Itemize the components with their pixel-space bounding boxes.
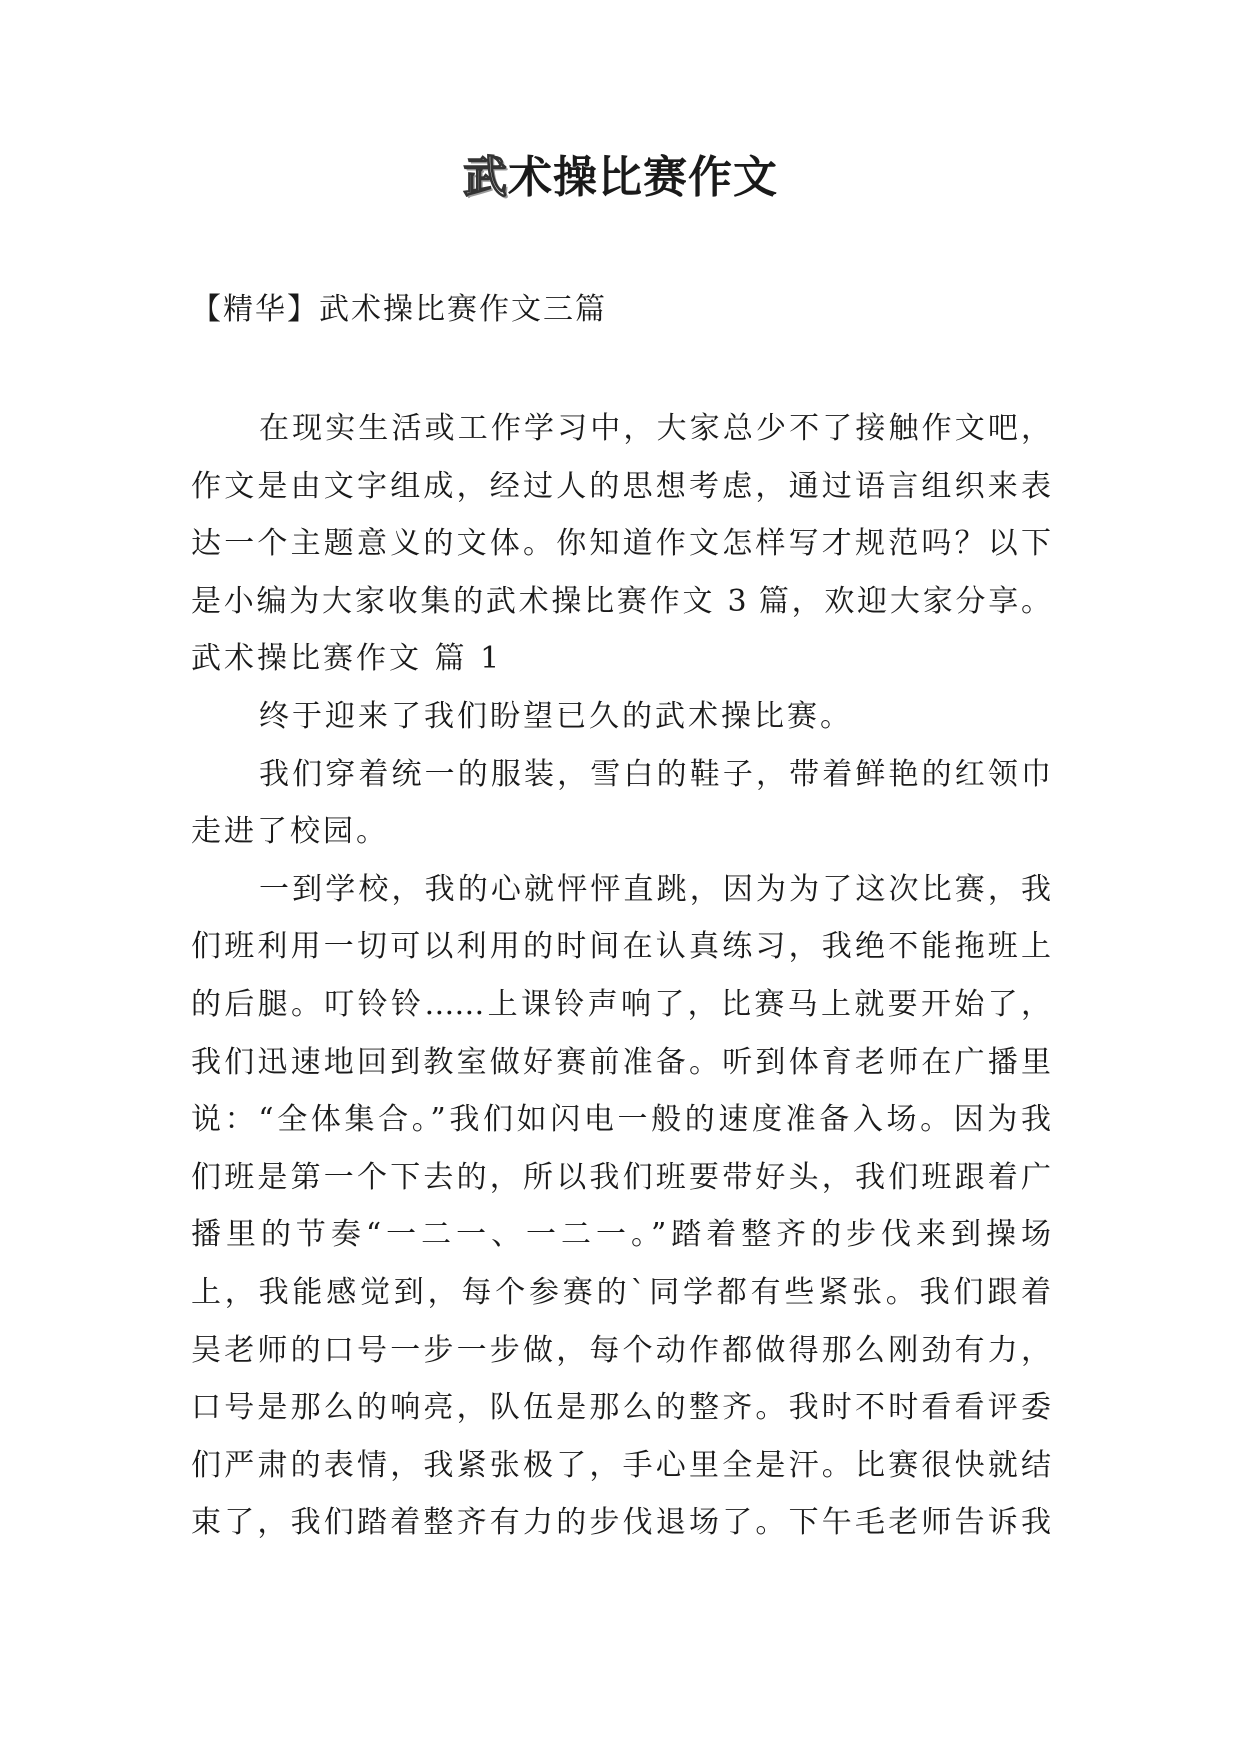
- paragraph-line: 说：“全体集合。”我们如闪电一般的速度准备入场。因为我: [191, 1102, 1051, 1138]
- paragraph-line: 走进了校园。: [191, 814, 389, 850]
- document-body: [191, 400, 1051, 1552]
- document-subtitle: 【精华】武术操比赛作文三篇: [191, 292, 607, 327]
- paragraph-line: 们严肃的表情，我紧张极了，手心里全是汗。比赛很快就结: [191, 1447, 1051, 1483]
- paragraph-line: 播里的节奏“一二一、一二一。”踏着整齐的步伐来到操场: [191, 1217, 1051, 1253]
- paragraph-line: 是小编为大家收集的武术操比赛作文 3 篇，欢迎大家分享。: [191, 583, 1051, 619]
- paragraph-line: 的后腿。叮铃铃……上课铃声响了，比赛马上就要开始了，: [191, 986, 1051, 1022]
- paragraph-line: 束了，我们踏着整齐有力的步伐退场了。下午毛老师告诉我: [191, 1505, 1051, 1541]
- section-heading: 武术操比赛作文 篇 1: [191, 641, 503, 677]
- paragraph-line: 口号是那么的响亮，队伍是那么的整齐。我时不时看看评委: [191, 1390, 1051, 1426]
- paragraph-line: 我们迅速地回到教室做好赛前准备。听到体育老师在广播里: [191, 1044, 1051, 1080]
- paragraph-line: 我们穿着统一的服装，雪白的鞋子，带着鲜艳的红领巾: [259, 756, 1051, 792]
- paragraph-line: 终于迎来了我们盼望已久的武术操比赛。: [259, 698, 853, 734]
- document-title: [0, 148, 1241, 208]
- paragraph-line: 们班利用一切可以利用的时间在认真练习，我绝不能拖班上: [191, 929, 1051, 965]
- title-first-char: 武: [463, 152, 508, 203]
- paragraph-line: 一到学校，我的心就怦怦直跳，因为为了这次比赛，我: [259, 871, 1051, 907]
- paragraph-line: 上，我能感觉到，每个参赛的`同学都有些紧张。我们跟着: [191, 1274, 1051, 1310]
- paragraph-line: 在现实生活或工作学习中，大家总少不了接触作文吧，: [259, 411, 1051, 446]
- paragraph-line: 吴老师的口号一步一步做，每个动作都做得那么刚劲有力，: [191, 1332, 1051, 1368]
- paragraph-line: 达一个主题意义的文体。你知道作文怎样写才规范吗？以下: [191, 526, 1051, 562]
- paragraph-line: 作文是由文字组成，经过人的思想考虑，通过语言组织来表: [191, 468, 1051, 504]
- title-rest: 术操比赛作文: [508, 152, 778, 203]
- paragraph-line: 们班是第一个下去的，所以我们班要带好头，我们班跟着广: [191, 1159, 1051, 1195]
